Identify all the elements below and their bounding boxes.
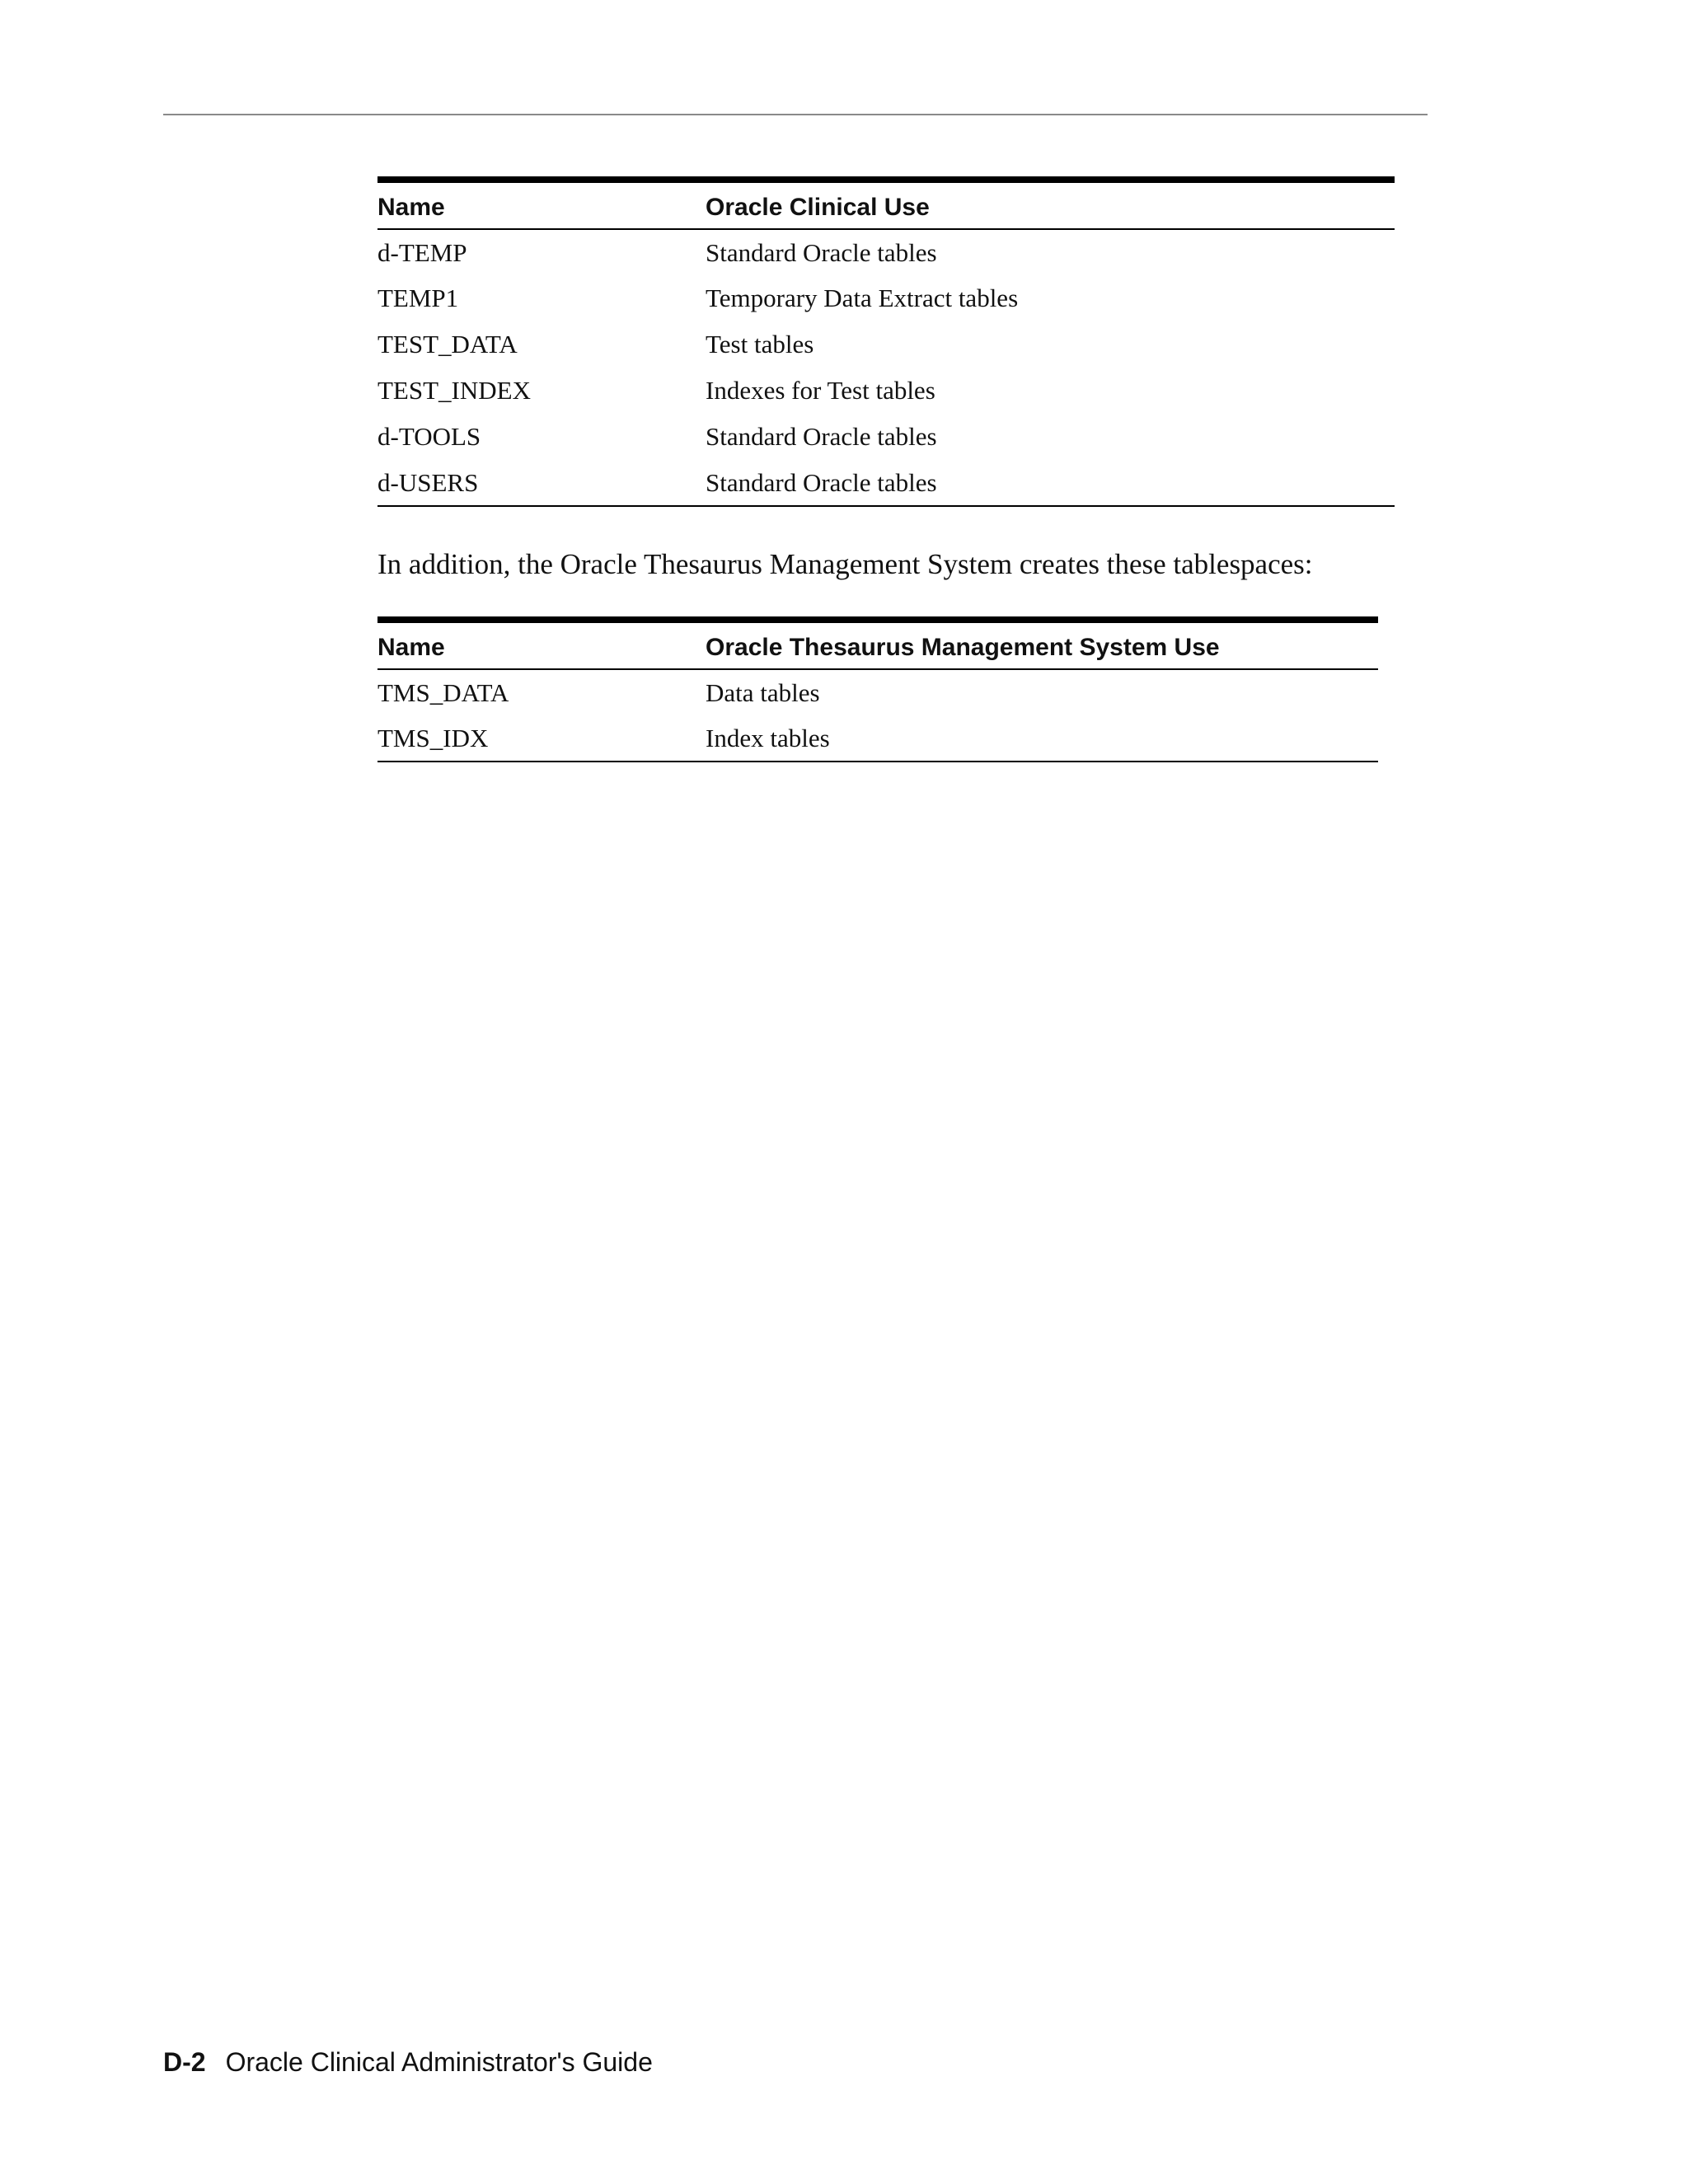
tablespace-use: Indexes for Test tables <box>706 376 935 405</box>
tablespace-use: Test tables <box>706 330 814 359</box>
table-row <box>377 669 1378 715</box>
page-number: D-2 <box>163 2047 206 2077</box>
table-row <box>377 275 1395 321</box>
tablespace-name: d-TEMP <box>377 237 467 267</box>
tablespace-name: d-TOOLS <box>377 422 481 451</box>
tablespace-name: TMS_IDX <box>377 715 706 762</box>
page-footer <box>163 2044 653 2080</box>
tablespace-name: TEMP1 <box>377 284 459 312</box>
tablespace-use: Data tables <box>706 677 820 707</box>
table-row <box>377 715 1378 762</box>
body-paragraph: In addition, the Oracle Thesaurus Management System creates these tablespaces: <box>377 548 1313 580</box>
table-header-row <box>377 180 1395 229</box>
tablespace-name: TEST_DATA <box>377 330 518 359</box>
tablespace-name: TEST_INDEX <box>377 376 531 405</box>
tablespace-use: Temporary Data Extract tables <box>706 284 1019 312</box>
column-header-use: Oracle Clinical Use <box>706 180 1395 229</box>
table-row <box>377 321 1395 368</box>
book-title: Oracle Clinical Administrator's Guide <box>225 2047 653 2077</box>
column-header-name: Name <box>377 180 706 229</box>
header-rule <box>163 114 1428 115</box>
table-row <box>377 229 1395 275</box>
tablespace-use: Standard Oracle tables <box>706 237 937 267</box>
tablespace-use: Standard Oracle tables <box>706 422 937 451</box>
tablespace-use: Standard Oracle tables <box>706 460 1395 506</box>
tablespace-name: TMS_DATA <box>377 677 509 707</box>
column-header-name: Name <box>377 620 706 669</box>
tablespace-use: Index tables <box>706 715 1378 762</box>
table-row <box>377 460 1395 506</box>
table-row <box>377 368 1395 414</box>
tablespace-name: d-USERS <box>377 460 706 506</box>
table-header-row <box>377 620 1378 669</box>
column-header-use: Oracle Thesaurus Management System Use <box>706 620 1378 669</box>
table-row <box>377 414 1395 460</box>
oracle-clinical-tablespace-table <box>377 176 1395 507</box>
tms-tablespace-table <box>377 616 1378 762</box>
